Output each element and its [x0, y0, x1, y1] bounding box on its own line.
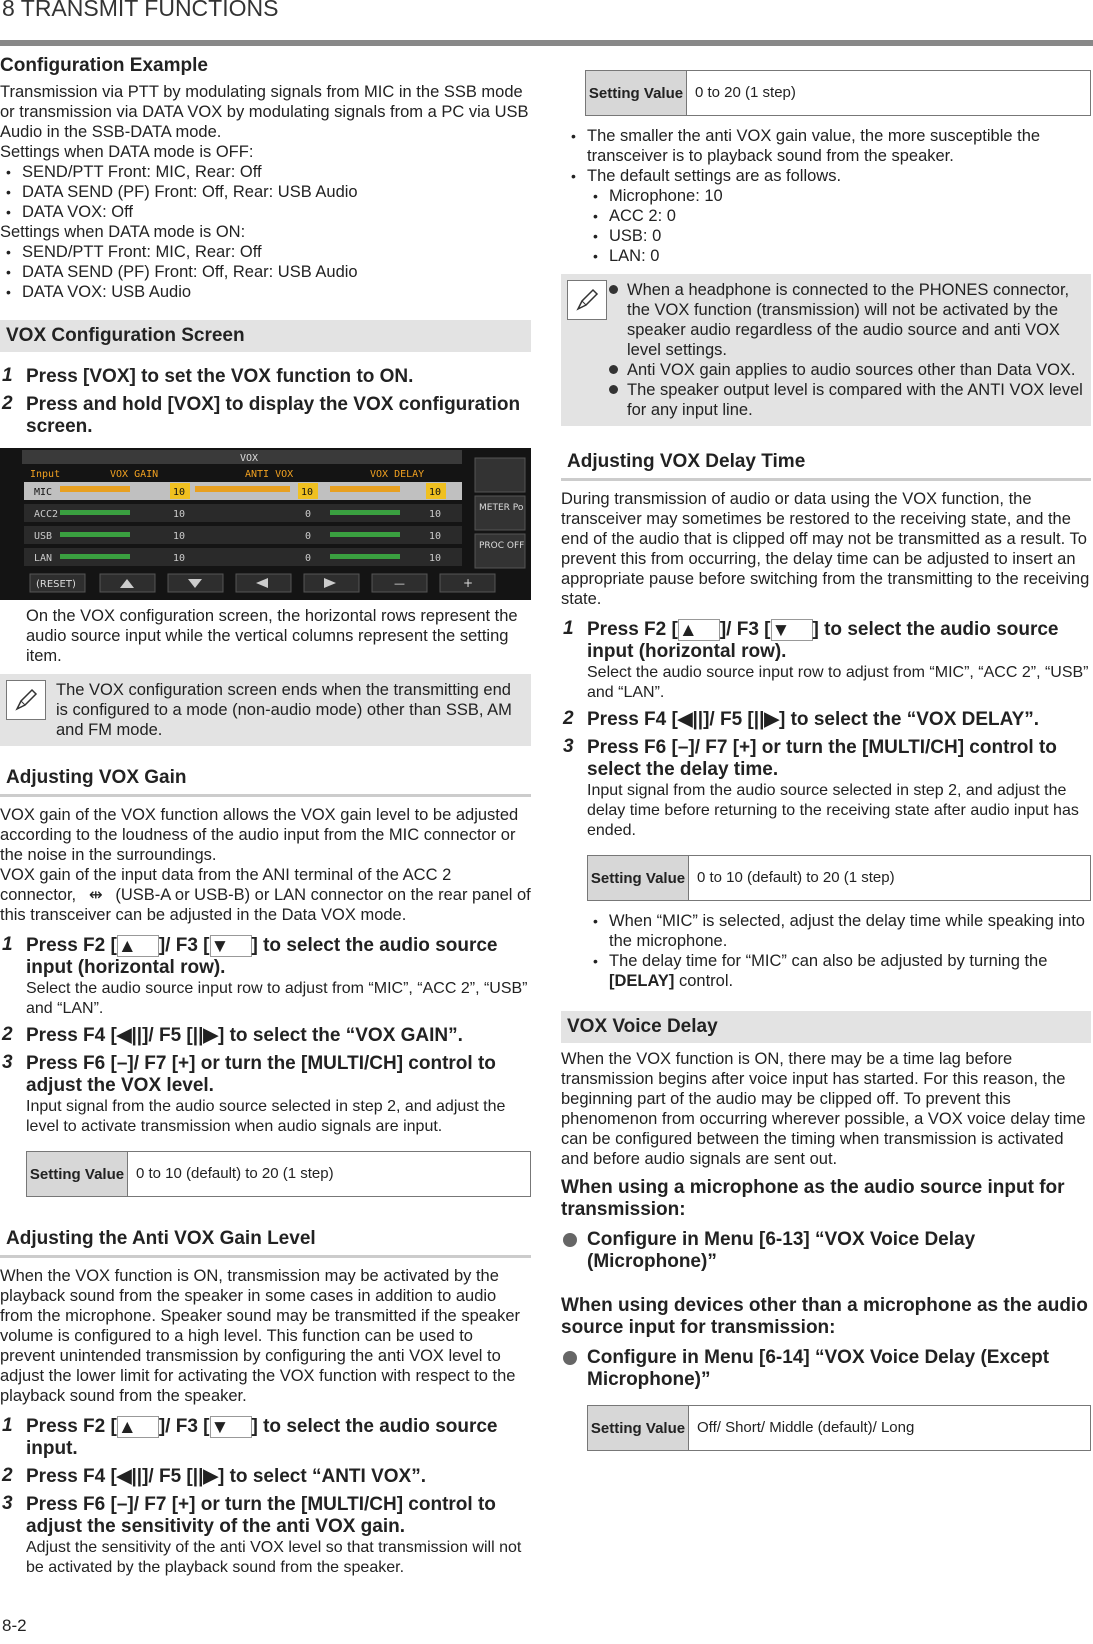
mic-heading: When using a microphone as the audio source input for transmission: [561, 1177, 1065, 1221]
config-intro: Transmission via PTT by modulating signals from MIC in the SSB mode or transmission via DATA VOX by modulating signals from a PC via USB Audio in the SSB-DATA mode. [0, 83, 529, 141]
anti-title: Adjusting the Anti VOX Gain Level [0, 1223, 531, 1258]
step-head: Press [VOX] to set the VOX function to ON. [26, 366, 414, 387]
delay-key: [DELAY] [609, 972, 675, 991]
step-text: ]/ F3 [ [719, 619, 771, 641]
list-item: The speaker output level is compared with the ANTI VOX level for any input line. [579, 380, 1085, 420]
list-item: • ACC 2: 0 [587, 206, 1091, 226]
gain-text: (USB-A or USB-B) or LAN connector on the rear panel of this transceiver can be adjusted in the Data VOX mode. [0, 886, 531, 924]
right-arrow-icon: ||▶ [192, 1466, 218, 1488]
screen-row-value: 0 [305, 509, 312, 520]
step-text: Press F2 [ [26, 935, 117, 957]
other-heading: When using devices other than a microphone as the audio source input for transmission: [561, 1295, 1088, 1339]
screen-minus-key: — [394, 577, 405, 590]
step-text: ] to select the audio source input. [26, 1416, 498, 1460]
screen-description: On the VOX configuration screen, the horizontal rows represent the audio source input while the vertical columns represent the setting item. [26, 607, 518, 665]
screen-title: VOX [240, 453, 259, 464]
step-text: ]/ F5 [ [142, 1025, 193, 1047]
on-heading: Settings when DATA mode is ON: [0, 223, 246, 241]
step: 3 Press F6 [–]/ F7 [+] or turn the [MULTI/CH] control to adjust the sensitivity of the anti VOX gain. Adjust the sensitivity of the anti VOX level so that transmission will not be activated by the playback sound from the speaker. [0, 1494, 531, 1578]
mic-menu: Configure in Menu [6-13] “VOX Voice Delay (Microphone)” [561, 1229, 1091, 1273]
setting-value: 0 to 20 (1 step) [695, 84, 796, 101]
note-text: The delay time for “MIC” can also be adjusted by turning the [609, 952, 1048, 971]
down-arrow-icon: ▼ [210, 1416, 252, 1438]
setting-label: Setting Value [586, 71, 687, 115]
setting-table [26, 1151, 531, 1197]
left-arrow-icon: ◀|| [116, 1025, 143, 1047]
note-text: control. [679, 972, 734, 991]
anti-notes [561, 126, 1091, 186]
setting-value: Off/ Short/ Middle (default)/ Long [697, 1419, 915, 1437]
list-item: • When “MIC” is selected, adjust the delay time while speaking into the microphone. [587, 911, 1091, 951]
down-arrow-icon: ▼ [210, 935, 252, 957]
step-text: Press F2 [ [587, 619, 678, 641]
gain-paragraph-1: VOX gain of the VOX function allows the VOX gain level to be adjusted according to the loudness of the audio input from the MIC connector or the noise in the surroundings. [0, 806, 519, 864]
on-list [0, 242, 531, 302]
chapter-title: 8 TRANSMIT FUNCTIONS [2, 0, 279, 21]
step: 2 Press F4 [◀||]/ F5 [||▶] to select the “VOX GAIN”. [2, 1024, 463, 1047]
screen-row-value: 10 [301, 487, 314, 498]
list-item: • LAN: 0 [587, 246, 1091, 266]
list-item: • The default settings are as follows. [565, 166, 1091, 186]
defaults-list [561, 186, 1091, 266]
gain-title: Adjusting VOX Gain [0, 762, 531, 797]
setting-value: 0 to 10 (default) to 20 (1 step) [697, 869, 895, 887]
delay-notes [561, 911, 1091, 991]
usb-icon: ⇹ [88, 886, 103, 904]
list-item: • DATA VOX: Off [0, 202, 531, 222]
vox-screen-svg [0, 448, 531, 600]
step-desc: Select the audio source input row to adjust from “MIC”, “ACC 2”, “USB” and “LAN”. [587, 664, 1089, 702]
step-text: Press F4 [ [26, 1025, 117, 1047]
step-text: ] to select the “VOX DELAY”. [779, 709, 1040, 731]
step-text: ]/ F3 [ [158, 1416, 210, 1438]
list-item: • DATA SEND (PF) Front: Off, Rear: USB Audio [0, 262, 531, 282]
vox-screen-image [0, 448, 531, 600]
step-text: ] to select “ANTI VOX”. [218, 1466, 426, 1488]
screen-row-value: 10 [173, 531, 186, 542]
setting-table [585, 70, 1091, 116]
step-text: ] to select the audio source input (horizontal row). [587, 619, 1059, 663]
setting-table [587, 1405, 1091, 1451]
step: 1 Press F2 [▲ ]/ F3 [▼ ] to select the audio source input (horizontal row). Select the audio source input row to adjust from “MIC”, “ACC 2”, “USB” and “LAN”. [561, 619, 1091, 703]
right-arrow-icon: ||▶ [753, 709, 779, 731]
up-arrow-icon: ▲ [117, 1416, 159, 1438]
right-column [561, 70, 1091, 1461]
screen-side-meter: METER Po [479, 503, 524, 513]
page-number: 8-2 [2, 1616, 27, 1635]
screen-plus-key: + [463, 576, 474, 590]
step-desc: Select the audio source input row to adjust from “MIC”, “ACC 2”, “USB” and “LAN”. [26, 980, 528, 1018]
gain-text: VOX gain of the input data from the ANI terminal of the ACC 2 connector, [0, 866, 452, 904]
list-item: • SEND/PTT Front: MIC, Rear: Off [0, 242, 531, 262]
step-desc: Input signal from the audio source selected in step 2, and adjust the level to activate transmission when audio signals are input. [26, 1098, 506, 1136]
delay-paragraph: During transmission of audio or data using the VOX function, the transceiver may sometimes be restored to the receiving state, and the end of the audio that is clipped off may not be transmitted as a result. To prevent this from occurring, the delay time can be adjusted to insert an appropriate pause before switching from the transmitting to the receiving state. [561, 490, 1090, 608]
left-column [0, 52, 531, 1578]
note-list [579, 280, 1085, 420]
up-arrow-icon: ▲ [117, 935, 159, 957]
delay-title: Adjusting VOX Delay Time [561, 446, 1091, 481]
note-text: The VOX configuration screen ends when the transmitting end is configured to a mode (non-audio mode) other than SSB, AM and FM mode. [56, 681, 512, 739]
screen-row-value: 10 [429, 531, 442, 542]
screen-row-label: ACC2 [34, 509, 59, 520]
list-item [587, 951, 1091, 991]
setting-label: Setting Value [588, 1406, 689, 1450]
down-arrow-icon: ▼ [771, 619, 813, 641]
right-arrow-icon: ||▶ [192, 1025, 218, 1047]
note-box [561, 274, 1091, 426]
screen-row-value: 0 [305, 531, 312, 542]
setting-table [587, 855, 1091, 901]
setting-label: Setting Value [27, 1152, 128, 1196]
page-header [0, 0, 1093, 50]
note-box [0, 674, 531, 746]
step-text: ]/ F3 [ [158, 935, 210, 957]
screen-col-gain: VOX GAIN [110, 469, 159, 480]
screen-row-value: 10 [429, 553, 442, 564]
step: 2 Press F4 [◀||]/ F5 [||▶] to select the “VOX DELAY”. [563, 708, 1040, 731]
list-item: • SEND/PTT Front: MIC, Rear: Off [0, 162, 531, 182]
step: 3 Press F6 [–]/ F7 [+] or turn the [MULTI/CH] control to adjust the VOX level. Input signal from the audio source selected in step 2, and adjust the level to activate transmission when audio signals are input. [0, 1053, 531, 1137]
screen-reset-key: (RESET) [36, 579, 76, 590]
list-item: • DATA SEND (PF) Front: Off, Rear: USB Audio [0, 182, 531, 202]
step-head: Press F6 [–]/ F7 [+] or turn the [MULTI/CH] control to adjust the VOX level. [26, 1053, 496, 1097]
step: 2 Press and hold [VOX] to display the VOX configuration screen. [0, 394, 531, 438]
off-list [0, 162, 531, 222]
list-item: • DATA VOX: USB Audio [0, 282, 531, 302]
gain-paragraph-2 [0, 865, 531, 925]
screen-row-value: 10 [429, 509, 442, 520]
screen-row-label: USB [34, 531, 53, 542]
step: 1 Press F2 [▲ ]/ F3 [▼ ] to select the audio source input (horizontal row). Select the audio source input row to adjust from “MIC”, “ACC 2”, “USB” and “LAN”. [0, 935, 531, 1019]
step-text: ] to select the audio source input (horizontal row). [26, 935, 498, 979]
step-head: Press F6 [–]/ F7 [+] or turn the [MULTI/CH] control to select the delay time. [587, 737, 1057, 781]
setting-value: 0 to 10 (default) to 20 (1 step) [136, 1165, 334, 1183]
screen-row-label: MIC [34, 487, 53, 498]
screen-side-proc: PROC OFF [479, 541, 525, 551]
up-arrow-icon: ▲ [678, 619, 720, 641]
screen-col-anti: ANTI VOX [245, 469, 294, 480]
step-head: Press F6 [–]/ F7 [+] or turn the [MULTI/CH] control to adjust the sensitivity of the anti VOX gain. [26, 1494, 496, 1538]
step-desc: Adjust the sensitivity of the anti VOX level so that transmission will not be activated by the playback sound from the speaker. [26, 1539, 522, 1577]
screen-row-value: 10 [173, 553, 186, 564]
step-text: Press F4 [ [26, 1466, 117, 1488]
left-arrow-icon: ◀|| [116, 1466, 143, 1488]
config-title: Configuration Example [0, 55, 208, 76]
anti-paragraph: When the VOX function is ON, transmission may be activated by the playback sound from the speaker in some cases in addition to audio from the microphone. Speaker sound may be transmitted if the speaker volume is configured to a high level. This function can be used to prevent unintended transmission by configuring the anti VOX level to adjust the lower limit for activating the VOX function with respect to the playback sound from the speaker. [0, 1267, 521, 1406]
screen-col-delay: VOX DELAY [370, 469, 425, 480]
voice-paragraph: When the VOX function is ON, there may be a time lag before transmission begins after voice input has started. For this reason, the beginning part of the audio may be clipped off. To prevent this phenomenon from occurring wherever possible, a VOX voice delay time can be configured between the timing when transmission is activated and before audio signals are sent out. [561, 1050, 1086, 1169]
list-item: • Microphone: 10 [587, 186, 1091, 206]
header-rule [0, 40, 1093, 46]
step-text: ]/ F5 [ [142, 1466, 193, 1488]
screen-row-value: 10 [173, 509, 186, 520]
step-text: ]/ F5 [ [703, 709, 754, 731]
screen-row-value: 10 [429, 487, 442, 498]
step-text: Press F2 [ [26, 1416, 117, 1438]
screen-col-input: Input [30, 469, 61, 480]
list-item: When a headphone is connected to the PHONES connector, the VOX function (transmission) will not be activated by the speaker audio regardless of the audio source and anti VOX level settings. [579, 280, 1085, 360]
vox-screen-title: VOX Configuration Screen [0, 320, 531, 352]
voice-title: VOX Voice Delay [561, 1011, 1091, 1043]
step: 1 Press F2 [▲ ]/ F3 [▼ ] to select the audio source input. [2, 1415, 498, 1460]
step-text: Press F4 [ [587, 709, 678, 731]
step: 2 Press F4 [◀||]/ F5 [||▶] to select “ANTI VOX”. [2, 1465, 426, 1488]
list-item: Anti VOX gain applies to audio sources other than Data VOX. [579, 360, 1085, 380]
screen-row-label: LAN [34, 553, 53, 564]
list-item: • The smaller the anti VOX gain value, the more susceptible the transceiver is to playback sound from the speaker. [565, 126, 1091, 166]
screen-row-value: 0 [305, 553, 312, 564]
off-heading: Settings when DATA mode is OFF: [0, 143, 254, 161]
step: 1 Press [VOX] to set the VOX function to ON. [0, 366, 531, 388]
other-menu: Configure in Menu [6-14] “VOX Voice Delay (Except Microphone)” [561, 1347, 1091, 1391]
step-desc: Input signal from the audio source selected in step 2, and adjust the delay time before returning to the receiving state after audio input has ended. [587, 782, 1079, 840]
step: 3 Press F6 [–]/ F7 [+] or turn the [MULTI/CH] control to select the delay time. Input signal from the audio source selected in step 2, and adjust the delay time before returning to the receiving state after audio input has ended. [561, 737, 1091, 841]
left-arrow-icon: ◀|| [677, 709, 704, 731]
step-text: ] to select the “VOX GAIN”. [218, 1025, 463, 1047]
setting-label: Setting Value [588, 856, 689, 900]
step-head: Press and hold [VOX] to display the VOX configuration screen. [26, 394, 521, 437]
list-item: • USB: 0 [587, 226, 1091, 246]
screen-row-value: 10 [173, 487, 186, 498]
pencil-icon [6, 680, 46, 720]
